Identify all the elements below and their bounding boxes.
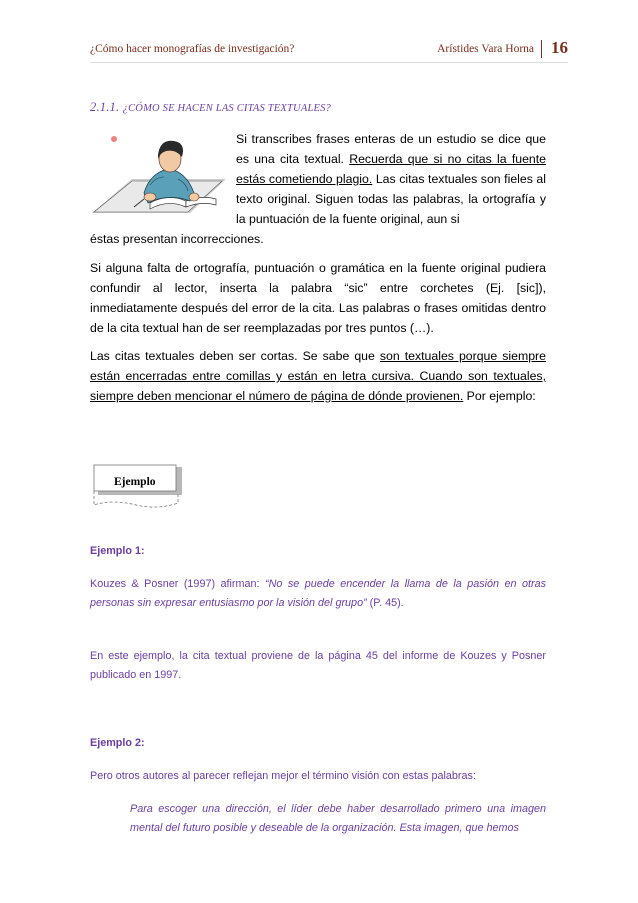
paragraph-text: Si transcribes frases enteras de un estudio se dice que es una cita textual. <box>236 132 546 166</box>
paragraph-text: Las citas textuales son fieles al texto original. Siguen todas las palabras, la ortografía y la puntuación de la fuente original, aun si <box>236 172 546 226</box>
example-tab-label: Ejemplo <box>114 476 156 488</box>
example1-page: (P. 45). <box>366 597 404 609</box>
header-divider <box>541 40 542 58</box>
example1-explanation: En este ejemplo, la cita textual proviene de la página 45 del informe de Kouzes y Posner publicado en 1997. <box>90 650 546 681</box>
paragraph-text: Por ejemplo: <box>463 389 536 403</box>
paragraph-text: Las citas textuales deben ser cortas. Se sabe que <box>90 349 380 363</box>
example1-lead: Kouzes & Posner (1997) afirman: <box>90 578 265 590</box>
example1-heading: Ejemplo 1: <box>90 545 145 557</box>
quote-rules-underlined: son textuales porque siempre están encerradas entre comillas y están en letra cursiva. Cuando son textuales, siempre deben mencionar el número de página de dónde provienen. <box>90 349 546 403</box>
paragraph-short-quotes <box>90 346 546 406</box>
example2-heading: Ejemplo 2: <box>90 737 145 749</box>
page-number: 16 <box>551 38 568 57</box>
example2-block-quote: Para escoger una dirección, el líder debe haber desarrollado primero una imagen mental del futuro posible y deseable de la organización. Esta imagen, que hemos <box>130 803 546 834</box>
header-rule <box>90 62 568 63</box>
section-heading <box>90 100 331 115</box>
section-number: 2.1.1. <box>90 100 120 114</box>
paragraph-sic: Si alguna falta de ortografía, puntuación o gramática en la fuente original pudiera confundir al lector, inserta la palabra “sic” entre corchetes (Ej. [sic]), inmediatamente después del error de la cita. Las palabras o frases omitidas dentro de la cita textual han de ser reemplazadas por tres puntos (…). <box>90 261 546 335</box>
paragraph-intro <box>236 129 546 229</box>
paragraph-intro-tail: éstas presentan incorrecciones. <box>90 232 264 246</box>
section-title: ¿CÓMO SE HACEN LAS CITAS TEXTUALES? <box>122 103 332 114</box>
header-book-title: ¿Cómo hacer monografías de investigación? <box>90 43 295 55</box>
example1-citation <box>90 575 546 613</box>
student-reading-illustration <box>90 133 228 215</box>
page-header <box>90 38 568 62</box>
plagiarism-warning: Recuerda que si no citas la fuente estás cometiendo plagio. <box>236 152 547 186</box>
example-tab-box <box>92 463 182 509</box>
example2-lead: Pero otros autores al parecer reflejan mejor el término visión con estas palabras: <box>90 770 476 782</box>
example1-quote: “No se puede encender la llama de la pasión en otras personas sin expresar entusiasmo por la visión del grupo” <box>90 578 546 609</box>
header-author: Arístides Vara Horna <box>437 43 534 55</box>
